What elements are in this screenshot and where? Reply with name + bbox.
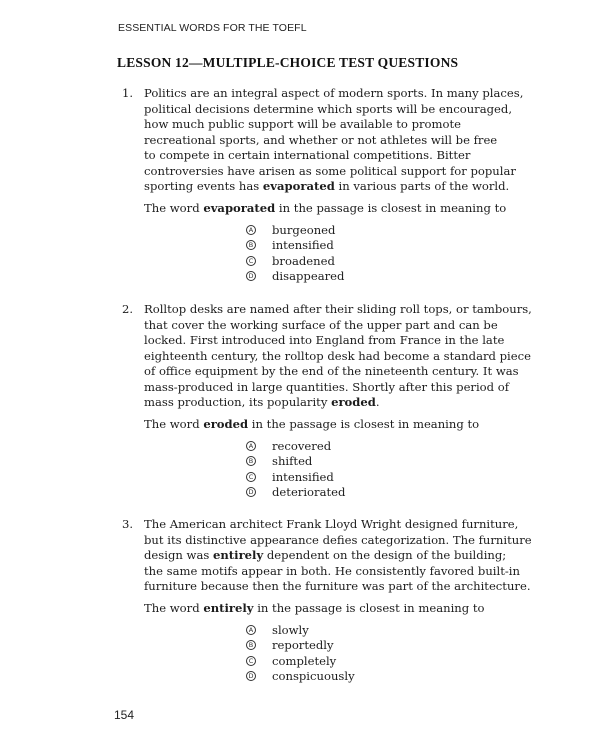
option-letter-circle-icon: B [246,456,256,466]
passage-text: of office equipment by the end of the nineteenth century. It was [144,364,519,378]
passage-line [144,533,542,549]
question-3 [122,517,542,684]
answer-option-a[interactable] [246,622,542,638]
running-header: ESSENTIAL WORDS FOR THE TOEFL [118,22,307,34]
option-text: completely [272,653,337,668]
passage [144,517,542,595]
option-text: disappeared [272,269,345,284]
lesson-title: LESSON 12—MULTIPLE-CHOICE TEST QUESTIONS [117,55,459,70]
passage-line [144,517,542,533]
option-text: reportedly [272,638,334,653]
passage-line [144,380,542,396]
passage-text: mass production, its popularity [144,395,332,409]
answer-option-b[interactable] [246,454,542,470]
passage-text: but its distinctive appearance defies categorization. The furniture [144,532,532,547]
prompt-keyword: entirely [203,600,254,615]
passage-text: Politics are an integral aspect of modern sports. In many places, [144,86,524,100]
option-text: broadened [272,253,335,268]
prompt-text: in the passage is closest in meaning to [248,416,480,431]
passage-text: design was [144,548,213,562]
option-letter-circle-icon: C [246,256,256,266]
answer-options [246,222,542,284]
question-prompt [144,201,542,217]
passage-text: The American architect Frank Lloyd Wright designed furniture, [144,517,519,531]
answer-option-d[interactable] [246,669,542,685]
option-text: intensified [272,238,334,253]
passage-text: . [375,395,380,409]
option-letter-circle-icon: B [246,640,256,650]
answer-option-d[interactable] [246,485,542,501]
option-text: intensified [272,469,334,484]
option-letter-circle-icon: C [246,656,256,666]
question-number: 2. [122,302,134,316]
page-number: 154 [114,708,135,722]
prompt-text: The word [144,416,204,431]
passage-text: eighteenth century, the rolltop desk had become a standard piece [144,348,531,363]
passage-text: mass-produced in large quantities. Shortly after this period of [144,379,510,394]
answer-option-b[interactable] [246,238,542,254]
option-text: slowly [272,622,309,637]
option-letter-circle-icon: A [246,441,256,451]
passage-line [144,548,542,564]
question-number: 1. [122,86,134,100]
option-letter-circle-icon: D [246,271,256,281]
passage [144,86,542,195]
passage-line [144,102,542,118]
prompt-text: The word [144,200,204,215]
passage-text: the same motifs appear in both. He consistently favored built-in [144,563,520,578]
prompt-keyword: evaporated [203,200,276,215]
passage-line [144,148,542,164]
passage-line [144,302,542,318]
passage-line [144,364,542,380]
question-number: 3. [122,517,134,531]
answer-option-c[interactable] [246,253,542,269]
answer-option-b[interactable] [246,638,542,654]
option-letter-circle-icon: C [246,472,256,482]
option-text: burgeoned [272,222,336,237]
answer-options [246,622,542,684]
passage-line [144,349,542,365]
question-1 [122,86,542,284]
passage-text: controversies have arisen as some political support for popular [144,163,516,178]
passage-line [144,133,542,149]
prompt-text: in the passage is closest in meaning to [253,600,485,615]
option-letter-circle-icon: D [246,487,256,497]
prompt-keyword: eroded [203,416,249,431]
question-prompt [144,417,542,433]
option-text: shifted [272,454,313,469]
option-letter-circle-icon: B [246,240,256,250]
option-text: conspicuously [272,669,355,684]
passage-line [144,395,542,411]
passage-line [144,579,542,595]
passage-text: that cover the working surface of the upper part and can be [144,317,498,332]
passage-line [144,164,542,180]
question-prompt [144,601,542,617]
passage-text: locked. First introduced into England from France in the late [144,333,505,347]
passage-text: recreational sports, and whether or not athletes will be free [144,132,498,147]
question-2 [122,302,542,500]
passage-text: in various parts of the world. [334,179,510,193]
option-text: deteriorated [272,485,346,500]
option-letter-circle-icon: D [246,671,256,681]
passage-keyword: entirely [213,548,264,562]
option-text: recovered [272,438,332,453]
prompt-text: The word [144,600,204,615]
passage-text: Rolltop desks are named after their sliding roll tops, or tambours, [144,302,532,316]
passage-line [144,117,542,133]
prompt-text: in the passage is closest in meaning to [275,200,507,215]
passage-keyword: evaporated [262,179,335,193]
passage-text: to compete in certain international competitions. Bitter [144,148,471,162]
passage-line [144,318,542,334]
passage-text: sporting events has [144,179,263,193]
passage-line [144,86,542,102]
passage-text: political decisions determine which sports will be encouraged, [144,101,513,116]
passage-line [144,333,542,349]
passage-text: furniture because then the furniture was part of the architecture. [144,579,531,593]
answer-option-a[interactable] [246,222,542,238]
passage [144,302,542,411]
answer-option-d[interactable] [246,269,542,285]
passage-line [144,564,542,580]
answer-option-c[interactable] [246,469,542,485]
answer-options [246,438,542,500]
answer-option-c[interactable] [246,653,542,669]
passage-text: dependent on the design of the building; [263,548,507,562]
passage-keyword: eroded [331,395,376,409]
option-letter-circle-icon: A [246,625,256,635]
passage-text: how much public support will be available to promote [144,117,462,131]
passage-line [144,179,542,195]
answer-option-a[interactable] [246,438,542,454]
option-letter-circle-icon: A [246,225,256,235]
